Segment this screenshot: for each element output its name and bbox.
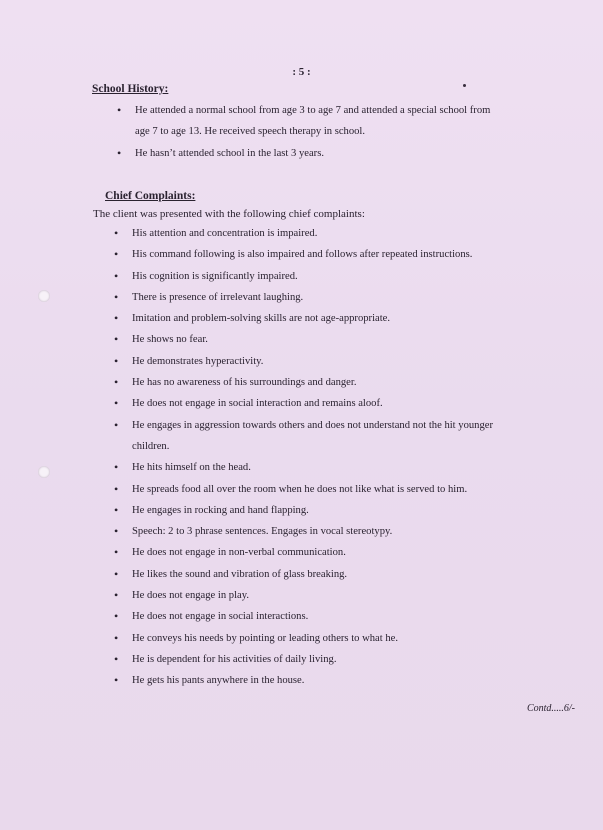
list-item: • He demonstrates hyperactivity. xyxy=(114,351,493,372)
chief-complaints-intro: The client was presented with the following chief complaints: xyxy=(93,208,365,220)
list-item: • He conveys his needs by pointing or leading others to what he. xyxy=(114,628,493,649)
list-item: • He engages in aggression towards others and does not understand not the hit younger xyxy=(114,415,493,436)
punch-hole xyxy=(38,466,50,478)
punch-hole xyxy=(38,290,50,302)
list-item: • He has no awareness of his surroundings and danger. xyxy=(114,372,493,393)
list-item: • His cognition is significantly impaired. xyxy=(114,266,493,287)
list-item: • He likes the sound and vibration of glass breaking. xyxy=(114,564,493,585)
list-item: • His attention and concentration is impaired. xyxy=(114,223,493,244)
list-item: • He does not engage in non-verbal communication. xyxy=(114,542,493,563)
list-item: • Speech: 2 to 3 phrase sentences. Engages in vocal stereotypy. xyxy=(114,521,493,542)
list-item-continuation: children. xyxy=(132,440,170,452)
list-item: • He hasn’t attended school in the last 3 years. xyxy=(117,143,490,164)
ink-speck xyxy=(463,84,466,87)
list-item: • He does not engage in play. xyxy=(114,585,493,606)
chief-complaints-heading: Chief Complaints: xyxy=(105,190,196,202)
list-item: • He engages in rocking and hand flapping. xyxy=(114,500,493,521)
list-item: • He shows no fear. xyxy=(114,329,493,350)
list-item: • He gets his pants anywhere in the house. xyxy=(114,670,493,691)
list-item: • Imitation and problem-solving skills are not age-appropriate. xyxy=(114,308,493,329)
list-item: • He spreads food all over the room when he does not like what is served to him. xyxy=(114,479,493,500)
list-item: • He hits himself on the head. xyxy=(114,457,493,478)
list-item: • His command following is also impaired and follows after repeated instructions. xyxy=(114,244,493,265)
school-history-list xyxy=(117,100,490,164)
school-history-heading: School History: xyxy=(92,83,169,95)
list-item: • He does not engage in social interaction and remains aloof. xyxy=(114,393,493,414)
list-item: • He attended a normal school from age 3 to age 7 and attended a special school from xyxy=(117,100,490,121)
chief-complaints-list xyxy=(114,223,493,692)
list-item: age 7 to age 13. He received speech therapy in school. xyxy=(135,126,366,138)
continuation-note: Contd.....6/- xyxy=(526,703,575,714)
list-item: • He does not engage in social interactions. xyxy=(114,606,493,627)
list-item: • He is dependent for his activities of daily living. xyxy=(114,649,493,670)
list-item: • There is presence of irrelevant laughing. xyxy=(114,287,493,308)
page-number: : 5 : xyxy=(292,66,311,78)
